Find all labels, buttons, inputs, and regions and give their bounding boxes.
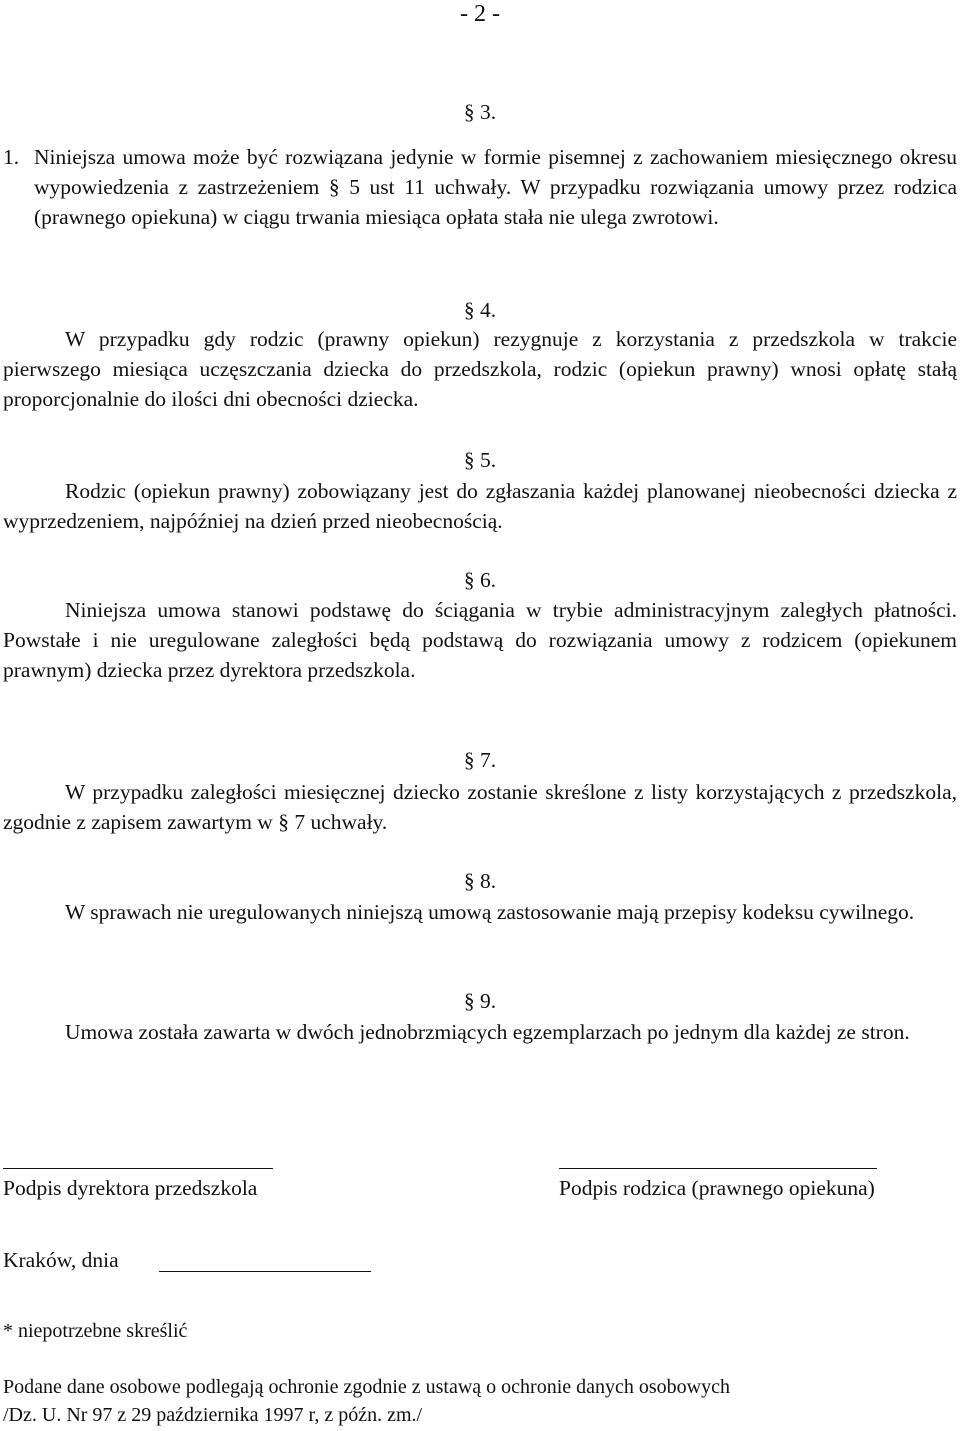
section-5-title: § 5. xyxy=(463,448,497,472)
section-3-body xyxy=(3,142,957,232)
place-date-label: Kraków, dnia xyxy=(3,1248,119,1272)
section-3-item-number: 1. xyxy=(3,145,20,169)
footnote: * niepotrzebne skreślić xyxy=(3,1320,188,1342)
section-8-title: § 8. xyxy=(463,869,497,893)
section-7-text: W przypadku zaległości miesięcznej dziecko zostanie skreślone z listy korzystających z przedszkola, zgodnie z zapisem zawartym w § 7 uchwały. xyxy=(3,780,957,834)
data-protection-line-2: /Dz. U. Nr 97 z 29 października 1997 r, z późn. zm./ xyxy=(3,1404,423,1426)
section-4-text: W przypadku gdy rodzic (prawny opiekun) rezygnuje z korzystania z przedszkola w trakcie pierwszego miesiąca uczęszczania dziecka do przedszkola, rodzic (opiekun prawny) wnosi opłatę stałą proporcjonalnie do ilości dni obecności dziecka. xyxy=(3,327,957,411)
section-5-body xyxy=(3,476,957,536)
section-9-text: Umowa została zawarta w dwóch jednobrzmiących egzemplarzach po jednym dla każdej ze stron. xyxy=(65,1020,910,1044)
section-8-text: W sprawach nie uregulowanych niniejszą umową zastosowanie mają przepisy kodeksu cywilnego. xyxy=(65,900,915,924)
section-4-body xyxy=(3,324,957,414)
section-3-text: Niniejsza umowa może być rozwiązana jedynie w formie pisemnej z zachowaniem miesięcznego okresu wypowiedzenia z zastrzeżeniem § 5 ust 11 uchwały. W przypadku rozwiązania umowy przez rodzica (prawnego opiekuna) w ciągu trwania miesiąca opłata stała nie ulega zwrotowi. xyxy=(34,145,957,229)
date-line xyxy=(159,1271,371,1272)
section-8-body xyxy=(3,897,957,927)
section-3-title: § 3. xyxy=(463,100,497,124)
section-9-title: § 9. xyxy=(463,989,497,1013)
parent-signature-line xyxy=(559,1168,877,1169)
section-6-text: Niniejsza umowa stanowi podstawę do ściągania w trybie administracyjnym zaległych płatności. Powstałe i nie uregulowane zaległości będą podstawą do rozwiązania umowy z rodzicem (opiekunem prawnym) dziecka przez dyrektora przedszkola. xyxy=(3,598,957,682)
parent-signature-label: Podpis rodzica (prawnego opiekuna) xyxy=(559,1176,875,1200)
section-6-body xyxy=(3,595,957,685)
section-4-title: § 4. xyxy=(463,298,497,322)
section-5-text: Rodzic (opiekun prawny) zobowiązany jest do zgłaszania każdej planowanej nieobecności dziecka z wyprzedzeniem, najpóźniej na dzień przed nieobecnością. xyxy=(3,479,957,533)
section-9-body xyxy=(3,1017,957,1047)
director-signature-line xyxy=(3,1168,273,1169)
section-7-title: § 7. xyxy=(463,748,497,772)
director-signature-label: Podpis dyrektora przedszkola xyxy=(3,1176,258,1200)
page-number: - 2 - xyxy=(460,1,500,27)
section-6-title: § 6. xyxy=(463,568,497,592)
section-7-body xyxy=(3,777,957,837)
data-protection-line-1: Podane dane osobowe podlegają ochronie zgodnie z ustawą o ochronie danych osobowych xyxy=(3,1376,731,1398)
